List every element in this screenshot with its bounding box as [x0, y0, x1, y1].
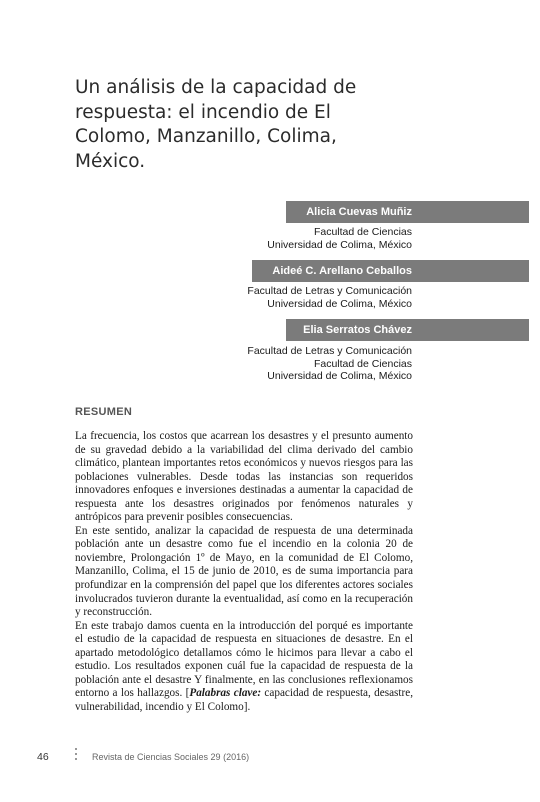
affiliation-line: Universidad de Colima, México — [267, 297, 412, 310]
author-name: Alicia Cuevas Muñiz — [306, 206, 412, 218]
author-affiliation — [267, 226, 412, 251]
affiliation-line: Facultad de Ciencias — [313, 226, 412, 238]
separator-dots-icon — [75, 748, 79, 763]
journal-name: Revista de Ciencias Sociales 29 (2016) — [92, 752, 250, 762]
keywords-text: capacidad de respuesta, desastre, vulnerabilidad, incendio y El Colomo]. — [75, 687, 414, 713]
abstract-heading: RESUMEN — [75, 406, 133, 418]
author-bar — [286, 319, 529, 341]
page-number: 46 — [37, 751, 49, 763]
abstract-paragraph — [75, 620, 413, 715]
author-affiliation — [247, 285, 412, 310]
abstract-paragraph: La frecuencia, los costos que acarrean los desastres y el presunto aumento de su gravedad debido a la variabilidad del clima derivado del cambio climático, plantean importantes retos económicos y nuevos riesgos para las poblaciones vulnerables. Desde todas las instancias son requeridos innovadores enfoques e inversiones destinadas a aumentar la capacidad de respuesta ante los desastres originados por fenómenos naturales y antrópicos para prevenir posibles consecuencias. — [75, 430, 413, 524]
article-title: Un análisis de la capacidad de respuesta: el incendio de El Colomo, Manzanillo, Colima, México. — [75, 77, 357, 172]
author-bar — [286, 201, 529, 223]
keywords-label: Palabras clave: — [189, 687, 262, 700]
author-name: Aideé C. Arellano Ceballos — [272, 265, 412, 277]
affiliation-line: Facultad de Ciencias — [313, 357, 412, 370]
affiliation-line: Facultad de Letras y Comunicación — [247, 345, 412, 357]
affiliation-line: Universidad de Colima, México — [267, 238, 412, 251]
abstract-text: En este trabajo damos cuenta en la introducción del porqué es importante el estudio de la capacidad de respuesta en situaciones de desastre. En el apartado metodológico detallamos cómo le hicimos para llevar a cabo el estudio. Los resultados exponen cuál fue la capacidad de respuesta de la población ante el desastre Y finalmente, en las conclusiones reflexionamos entorno a los hallazgos. [ — [75, 619, 413, 700]
abstract-body — [75, 430, 413, 714]
abstract-paragraph: En este sentido, analizar la capacidad de respuesta de una determinada población ante un desastre como fue el incendio en la colonia 20 de noviembre, Prolongación 1º de Mayo, en la comunidad de El Colomo, Manzanillo, Colima, el 15 de junio de 2010, es de suma importancia para profundizar en la comprensión del papel que los diferentes actores sociales involucrados tuvieron durante la eventualidad, así como en la recuperación y reconstrucción. — [75, 524, 413, 619]
author-affiliation — [247, 345, 412, 383]
affiliation-line: Universidad de Colima, México — [267, 370, 412, 382]
affiliation-line: Facultad de Letras y Comunicación — [247, 285, 412, 297]
author-bar — [252, 260, 529, 282]
author-name: Elia Serratos Chávez — [303, 324, 412, 336]
